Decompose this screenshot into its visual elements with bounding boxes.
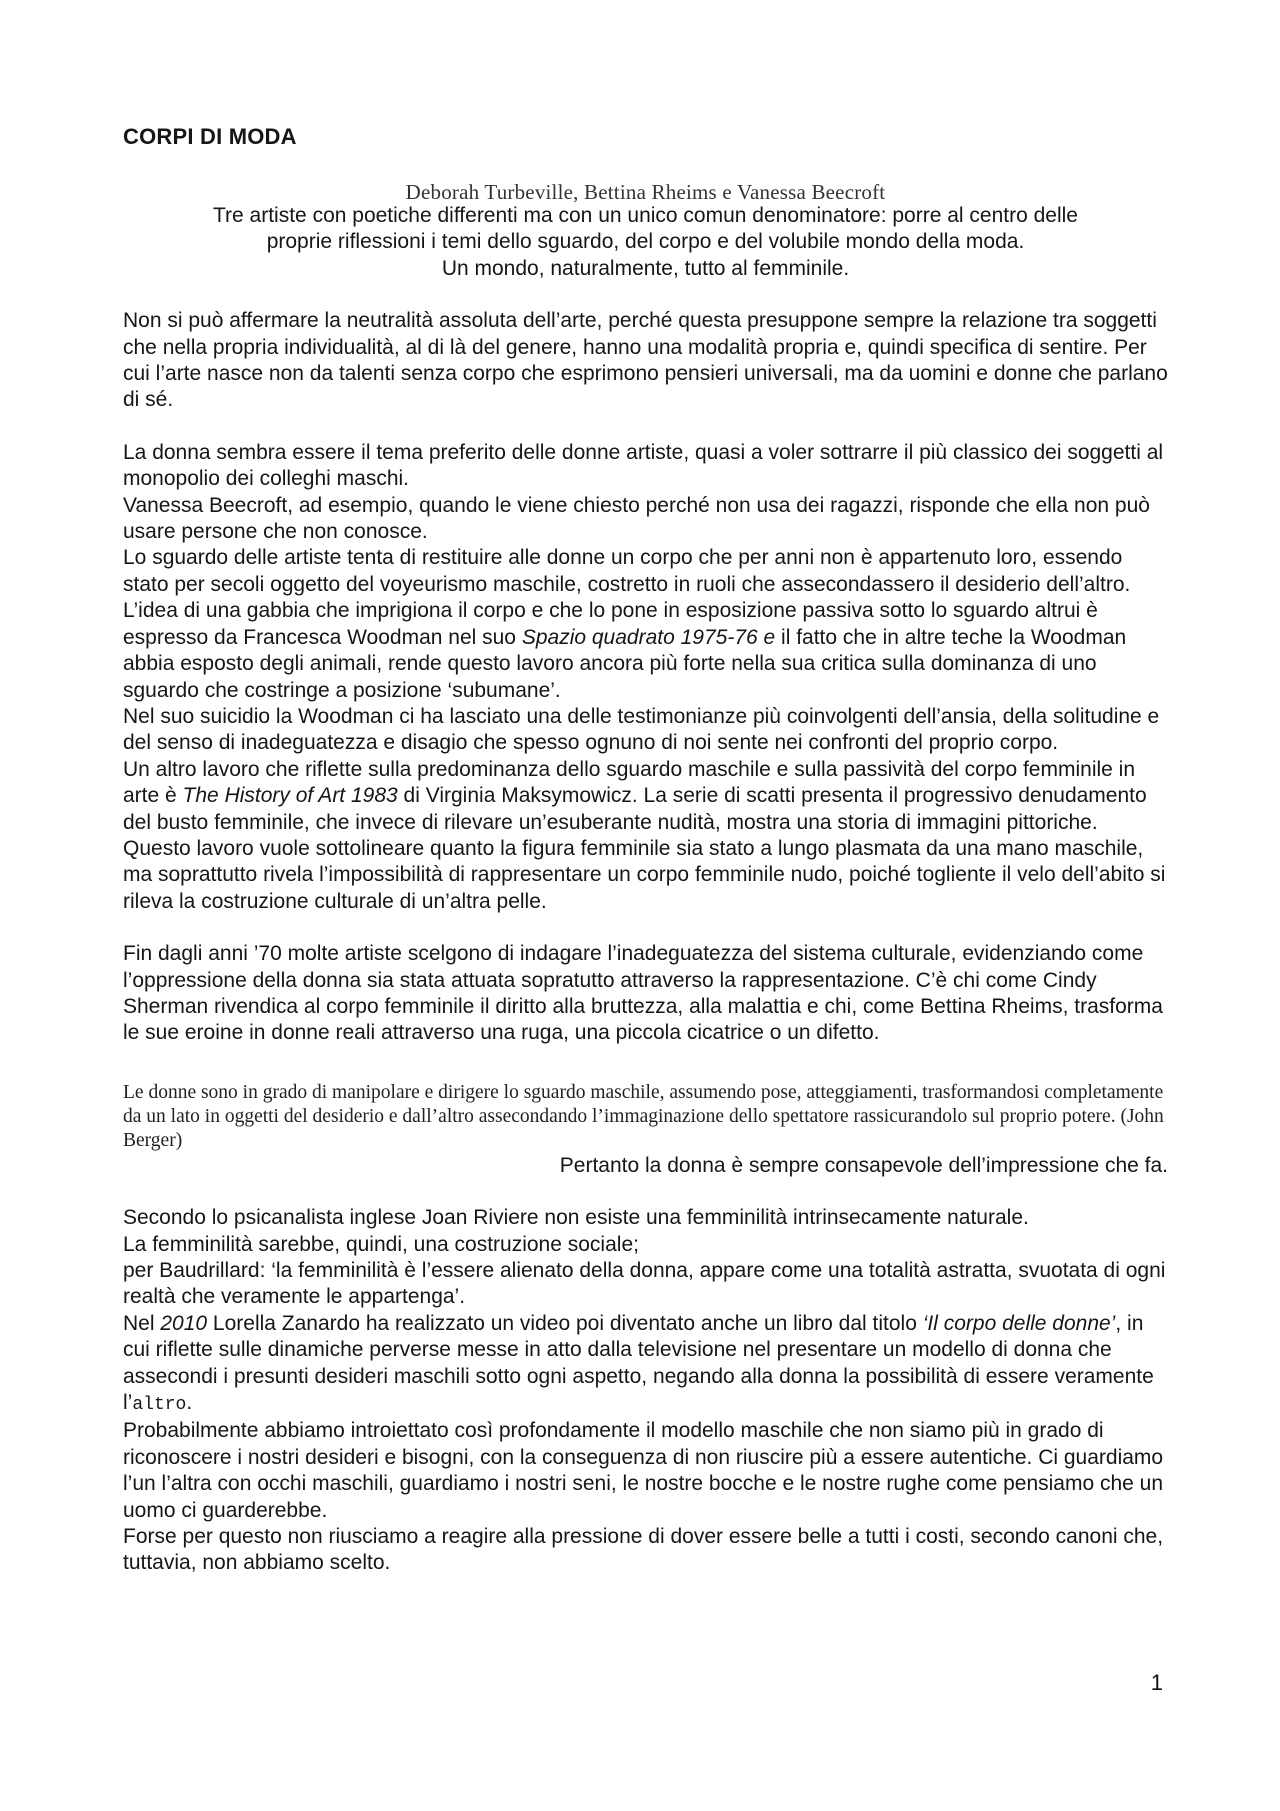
document-subtitle: Deborah Turbeville, Bettina Rheims e Vanessa Beecroft — [405, 180, 886, 204]
document-body — [123, 124, 1168, 1577]
text-run: . — [186, 1391, 193, 1415]
paragraph-gaze: Lo sguardo delle artiste tenta di restituire alle donne un corpo che per anni non è appartenuto loro, essendo stato per secoli oggetto del voyeurismo maschile, costretto in ruoli che assecondassero il desiderio dell’altro. — [123, 546, 1131, 596]
text-run: di Virginia Maksymowicz. La serie di scatti presenta il progressivo denudamento del busto femminile, che invece di rilevare un’esuberante nudità, mostra una storia di immagini pittoriche. Questo lavoro vuole sottolineare quanto la figura femminile sia stato a lungo plasmata da una mano maschile, ma soprattutto rivela l’impossibilità di rappresentare un corpo femminile nudo, poiché togliente il velo dell’abito si rileva la costruzione culturale di un’altra pelle. — [123, 784, 1166, 913]
paragraph-neutrality: Non si può affermare la neutralità assoluta dell’arte, perché questa presuppone sempre la relazione tra soggetti che nella propria individualità, al di là del genere, hanno una modalità propria e, quindi specifica di sentire. Per cui l’arte nasce non da talenti senza corpo che esprimono pensieri universali, ma da uomini e donne che parlano di sé. — [123, 309, 1168, 412]
artwork-title: Spazio quadrato 1975-76 e — [521, 625, 776, 649]
paragraph-riviere: Secondo lo psicanalista inglese Joan Riviere non esiste una femminilità intrinsecamente naturale. — [123, 1206, 1029, 1230]
paragraph-maksymowicz — [123, 757, 1168, 915]
paragraph-baudrillard: per Baudrillard: ‘la femminilità è l’essere alienato della donna, appare come una totalità astratta, svuotata di ogni realtà che veramente le appartenga’. — [123, 1259, 1166, 1309]
quote-conclusion: Pertanto la donna è sempre consapevole dell’impressione che fa. — [559, 1153, 1168, 1177]
quote-berger: Le donne sono in grado di manipolare e dirigere lo sguardo maschile, assumendo pose, atteggiamenti, trasformandosi completamente da un lato in oggetti del desiderio e dall’altro assecondando l’immaginazione dello spettatore rassicurandolo sul proprio potere. (John Berger) — [123, 1081, 1164, 1151]
text-run: Lorella Zanardo ha realizzato un video poi diventato anche un libro dal titolo — [207, 1311, 923, 1335]
spacer — [123, 1179, 1168, 1205]
book-title: ‘Il corpo delle donne’ — [922, 1311, 1116, 1335]
paragraph-pressure: Forse per questo non riusciamo a reagire alla pressione di dover essere belle a tutti i costi, secondo canoni che, tuttavia, non abbiamo scelto. — [123, 1525, 1164, 1575]
year: 2010 — [160, 1311, 208, 1335]
artwork-title: The History of Art 1983 — [182, 784, 398, 808]
intro-paragraph — [123, 203, 1168, 282]
text-run: , in cui riflette sulle dinamiche perverse messe in atto dalla televisione nel presentare un modello di donna che assecondi i presunti desideri maschili sotto ogni aspetto, negando alla donna la possibilità di essere veramente l’ — [123, 1311, 1154, 1415]
paragraph-woman-theme: La donna sembra essere il tema preferito delle donne artiste, quasi a voler sottrarre il più classico dei soggetti al monopolio dei colleghi maschi. — [123, 440, 1164, 491]
intro-line: Tre artiste con poetiche differenti ma con un unico comun denominatore: porre al centro delle — [213, 204, 1078, 227]
document-title: CORPI DI MODA — [123, 124, 297, 149]
mono-word: altro — [132, 1395, 187, 1416]
spacer — [123, 414, 1168, 440]
page-number: 1 — [1150, 1670, 1163, 1695]
paragraph-introjection: Probabilmente abbiamo introiettato così profondamente il modello maschile che non siamo più in grado di riconoscere i nostri desideri e bisogni, con la conseguenza di non riuscire più a essere autentiche. Ci guardiamo l’un l’altra con occhi maschili, guardiamo i nostri seni, le nostre bocche e le nostre rughe come pensiamo che un uomo ci guarderebbe. — [123, 1419, 1164, 1522]
paragraph-woodman-cage — [123, 598, 1168, 704]
text-run: Nel — [123, 1311, 161, 1335]
text-run: il fatto che in altre teche la Woodman abbia esposto degli animali, rende questo lavoro ancora più forte nella sua critica sulla dominanza di uno sguardo che costringe a posizione ‘subumane’. — [123, 625, 1127, 702]
paragraph-beecroft: Vanessa Beecroft, ad esempio, quando le viene chiesto perché non usa dei ragazzi, risponde che ella non può usare persone che non conosce. — [123, 493, 1150, 544]
intro-line: Un mondo, naturalmente, tutto al femminile. — [441, 256, 850, 280]
spacer — [123, 915, 1168, 941]
text-run: Un altro lavoro che riflette sulla predominanza dello sguardo maschile e sulla passività del corpo femminile in arte è — [123, 757, 1136, 808]
paragraph-seventies: Fin dagli anni ’70 molte artiste scelgono di indagare l’inadeguatezza del sistema culturale, evidenziando come l’oppressione della donna sia stata attuata sopratutto attraverso la rappresentazione. C’è chi come Cindy Sherman rivendica al corpo femminile il diritto alla bruttezza, alla malattia e chi, come Bettina Rheims, trasforma le sue eroine in donne reali attraverso una ruga, una piccola cicatrice o un difetto. — [123, 942, 1163, 1045]
spacer — [123, 282, 1168, 308]
intro-line: proprie riflessioni i temi dello sguardo, del corpo e del volubile mondo della moda. — [266, 230, 1025, 254]
paragraph-zanardo — [123, 1311, 1168, 1419]
text-run: L’idea di una gabbia che imprigiona il corpo e che lo pone in esposizione passiva sotto lo sguardo altrui è espresso da Francesca Woodman nel suo — [123, 599, 1098, 649]
paragraph-social-construction: La femminilità sarebbe, quindi, una costruzione sociale; — [123, 1232, 639, 1256]
paragraph-woodman-suicide: Nel suo suicidio la Woodman ci ha lasciato una delle testimonianze più coinvolgenti dell’ansia, della solitudine e del senso di inadeguatezza e disagio che spesso ognuno di noi sente nei confronti del proprio corpo. — [123, 704, 1160, 755]
